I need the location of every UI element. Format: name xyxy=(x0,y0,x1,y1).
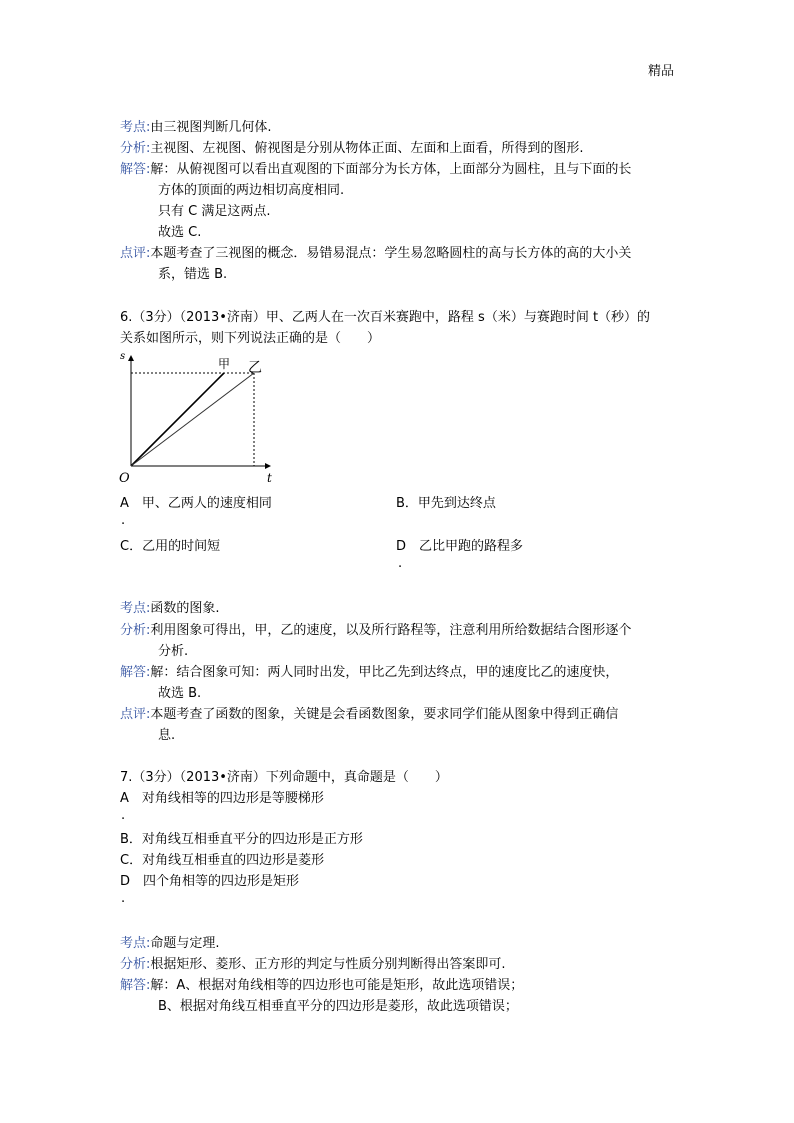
y-axis-label: s xyxy=(120,351,126,362)
dianping-continuation: 息. xyxy=(158,728,176,743)
dianping-continuation: 系，错选 B. xyxy=(158,267,228,282)
dianping-text: 本题考查了三视图的概念．易错易混点：学生易忽略圆柱的高与长方体的高的大小关 xyxy=(150,246,632,261)
option-a-letter: A xyxy=(120,496,129,511)
dianping-label: 点评: xyxy=(120,707,151,722)
kaodian-row xyxy=(120,934,220,954)
jieda-row xyxy=(120,663,618,683)
x-axis-label: t xyxy=(267,471,272,485)
jieda-label: 解答: xyxy=(120,162,151,177)
jieda-continuation: B、根据对角线互相垂直平分的四边形是菱形，故此选项错误； xyxy=(158,999,518,1014)
line-yi xyxy=(131,373,254,466)
option-a-dot: . xyxy=(121,808,126,823)
option-d-text: 四个角相等的四边形是矩形 xyxy=(143,874,300,889)
option-d-text: 乙比甲跑的路程多 xyxy=(419,539,524,554)
fenxi-label: 分析: xyxy=(120,957,151,972)
fenxi-row xyxy=(120,621,631,641)
kaodian-text: 命题与定理. xyxy=(150,936,220,951)
option-c: C．乙用的时间短 xyxy=(120,539,221,554)
jieda-row xyxy=(120,976,523,996)
kaodian-label: 考点: xyxy=(120,601,151,616)
jieda-row xyxy=(120,160,631,180)
dianping-label: 点评: xyxy=(120,246,151,261)
line-jia xyxy=(131,373,224,466)
option-d-dot: . xyxy=(398,556,403,571)
jieda-text: 解：从俯视图可以看出直观图的下面部分为长方体，上面部分为圆柱，且与下面的长 xyxy=(150,162,632,177)
line-jia-label: 甲 xyxy=(218,357,231,371)
fenxi-text: 利用图象可得出，甲，乙的速度，以及所行路程等，注意利用所给数据结合图形逐个 xyxy=(150,623,632,638)
fenxi-row xyxy=(120,955,506,975)
distance-time-graph xyxy=(114,350,284,486)
kaodian-label: 考点: xyxy=(120,120,151,135)
fenxi-text: 主视图、左视图、俯视图是分别从物体正面、左面和上面看，所得到的图形. xyxy=(150,141,584,156)
fenxi-row xyxy=(120,139,584,159)
fenxi-text: 根据矩形、菱形、正方形的判定与性质分别判断得出答案即可. xyxy=(150,957,506,972)
dianping-text: 本题考查了函数的图象，关键是会看函数图象，要求同学们能从图象中得到正确信 xyxy=(150,707,619,722)
kaodian-row xyxy=(120,599,220,619)
jieda-label: 解答: xyxy=(120,978,151,993)
option-d-letter: D xyxy=(120,874,131,889)
jieda-text: 解：A、根据对角线相等的四边形也可能是矩形，故此选项错误； xyxy=(150,978,524,993)
option-b: B．对角线互相垂直平分的四边形是正方形 xyxy=(120,832,363,847)
jieda-label: 解答: xyxy=(120,665,151,680)
fenxi-continuation: 分析. xyxy=(158,644,189,659)
jieda-text: 解：结合图象可知：两人同时出发，甲比乙先到达终点，甲的速度比乙的速度快， xyxy=(150,665,619,680)
question-6-stem: 6.（3分）（2013•济南）甲、乙两人在一次百米赛跑中，路程 s（米）与赛跑时间 t（秒）的 xyxy=(120,310,651,325)
jieda-continuation: 只有 C 满足这两点. xyxy=(158,204,271,219)
kaodian-label: 考点: xyxy=(120,936,151,951)
kaodian-row xyxy=(120,118,272,138)
option-a-dot: . xyxy=(121,513,126,528)
kaodian-text: 函数的图象. xyxy=(150,601,220,616)
option-b: B．甲先到达终点 xyxy=(396,496,496,511)
header-label: 精品 xyxy=(647,64,674,79)
fenxi-label: 分析: xyxy=(120,623,151,638)
option-d-letter: D xyxy=(396,539,407,554)
option-a-text: 对角线相等的四边形是等腰梯形 xyxy=(141,791,324,806)
jieda-continuation: 故选 B. xyxy=(158,686,202,701)
option-a xyxy=(120,494,272,514)
option-a xyxy=(120,789,324,809)
fenxi-label: 分析: xyxy=(120,141,151,156)
option-a-text: 甲、乙两人的速度相同 xyxy=(141,496,272,511)
option-d xyxy=(396,537,523,557)
option-d xyxy=(120,872,299,892)
jieda-continuation: 故选 C. xyxy=(158,225,202,240)
line-yi-label: 乙 xyxy=(248,360,262,376)
jieda-continuation: 方体的顶面的两边相切高度相同. xyxy=(158,183,345,198)
option-a-letter: A xyxy=(120,791,129,806)
dianping-row xyxy=(120,705,618,725)
option-d-dot: . xyxy=(121,891,126,906)
origin-label: O xyxy=(119,471,130,486)
option-c: C．对角线互相垂直的四边形是菱形 xyxy=(120,853,325,868)
dianping-row xyxy=(120,244,631,264)
question-6-stem-cont: 关系如图所示，则下列说法正确的是（ ） xyxy=(120,331,381,346)
kaodian-text: 由三视图判断几何体. xyxy=(150,120,272,135)
question-7-stem: 7.（3分）（2013•济南）下列命题中，真命题是（ ） xyxy=(120,770,448,785)
